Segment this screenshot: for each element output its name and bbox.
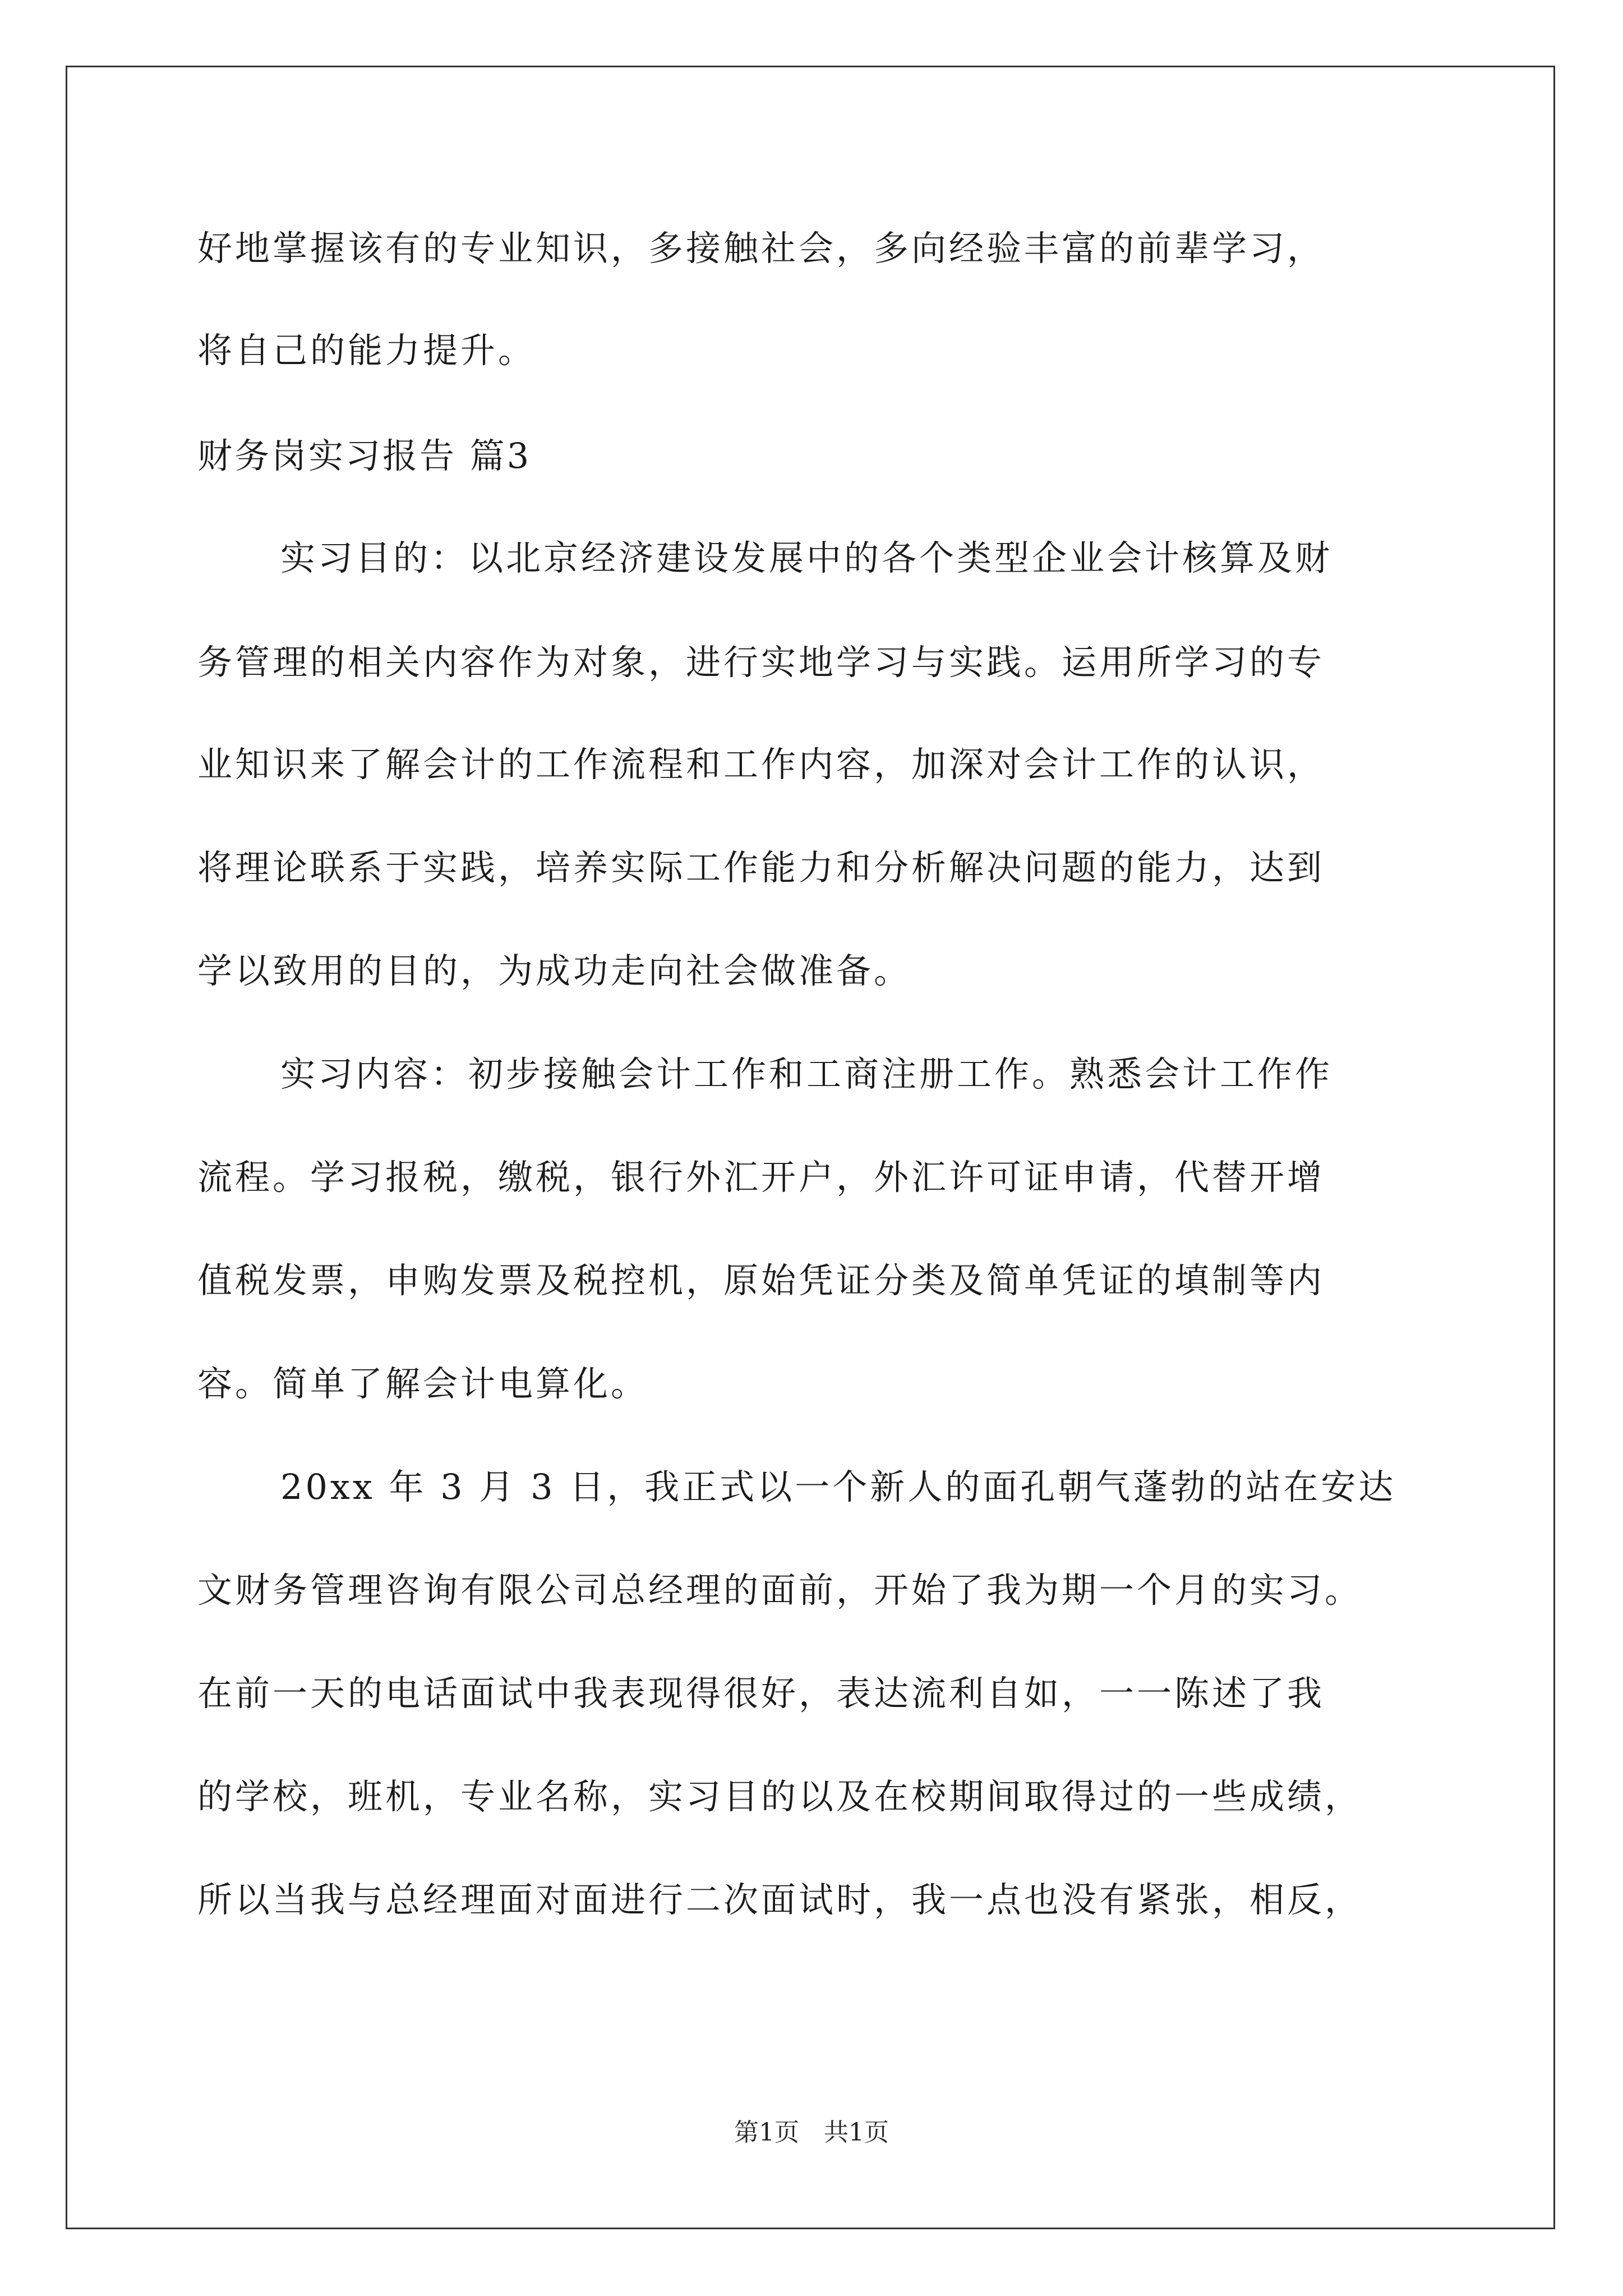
paragraph-line: 值税发票，申购发票及税控机，原始凭证分类及简单凭证的填制等内 <box>197 1260 1325 1301</box>
paragraph-line: 好地掌握该有的专业知识，多接触社会，多向经验丰富的前辈学习， <box>197 228 1325 269</box>
paragraph-line: 业知识来了解会计的工作流程和工作内容，加深对会计工作的认识， <box>197 744 1325 785</box>
paragraph-line: 在前一天的电话面试中我表现得很好，表达流利自如，一一陈述了我 <box>197 1673 1325 1714</box>
paragraph-line: 实习内容：初步接触会计工作和工商注册工作。熟悉会计工作作 <box>280 1053 1333 1094</box>
paragraph-line: 学以致用的目的，为成功走向社会做准备。 <box>197 950 912 991</box>
paragraph-line: 文财务管理咨询有限公司总经理的面前，开始了我为期一个月的实习。 <box>197 1570 1363 1611</box>
paragraph-line: 20xx 年 3 月 3 日，我正式以一个新人的面孔朝气蓬勃的站在安达 <box>280 1466 1396 1507</box>
paragraph-line: 流程。学习报税，缴税，银行外汇开户，外汇许可证申请，代替开增 <box>197 1157 1325 1198</box>
paragraph-line: 实习目的：以北京经济建设发展中的各个类型企业会计核算及财 <box>280 537 1333 578</box>
paragraph-line: 务管理的相关内容作为对象，进行实地学习与实践。运用所学习的专 <box>197 642 1325 683</box>
paragraph-line: 所以当我与总经理面对面进行二次面试时，我一点也没有紧张，相反， <box>197 1879 1363 1920</box>
paragraph-line: 的学校，班机，专业名称，实习目的以及在校期间取得过的一些成绩， <box>197 1776 1363 1817</box>
paragraph-line: 容。简单了解会计电算化。 <box>197 1363 649 1404</box>
page-number: 第1页 共1页 <box>734 2118 889 2147</box>
paragraph-line: 将理论联系于实践，培养实际工作能力和分析解决问题的能力，达到 <box>197 847 1325 888</box>
paragraph-line: 将自己的能力提升。 <box>197 330 536 371</box>
section-heading: 财务岗实习报告 篇3 <box>197 435 532 476</box>
